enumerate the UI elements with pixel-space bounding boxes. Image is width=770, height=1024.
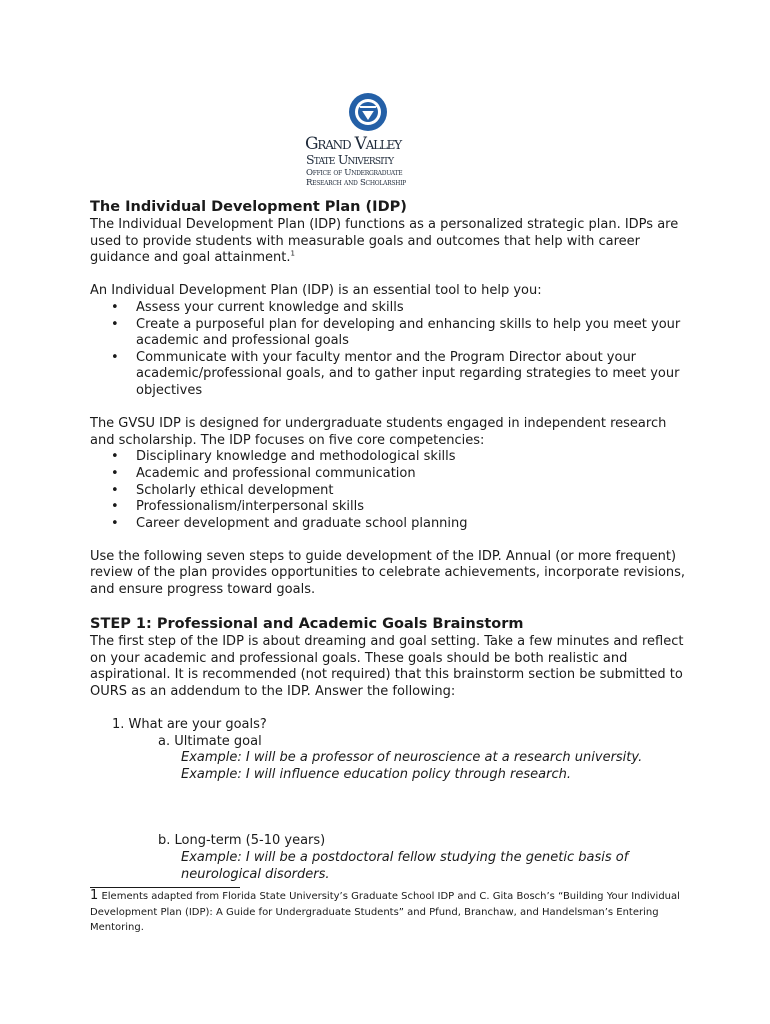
example-1a-2: Example: I will influence education policy through research. bbox=[181, 767, 571, 782]
logo-line-research: Research and Scholarship bbox=[306, 177, 406, 188]
step1-body: The first step of the IDP is about dreaming and goal setting. Take a few minutes and reflect on your academic and professional goals. These goals should be both realistic and aspirational. It is recommended (not required) that this brainstorm section be submitted to OURS as an addendum to the IDP. Answer the following: bbox=[90, 634, 684, 700]
footnote-ref: 1 bbox=[290, 249, 295, 258]
logo-line-grand-valley: Grand Valley bbox=[305, 134, 401, 154]
question-1b: b. Long-term (5-10 years) bbox=[158, 833, 326, 849]
list-item: • Create a purposeful plan for developing and enhancing skills to help you meet your academic and professional goals bbox=[90, 317, 690, 350]
page-title: The Individual Development Plan (IDP) bbox=[90, 199, 407, 215]
intro-text: The Individual Development Plan (IDP) functions as a personalized strategic plan. IDPs are used to provide students with measurable goals and outcomes that help with career guidance and goal attainment. bbox=[90, 217, 679, 266]
question-1a: a. Ultimate goal bbox=[158, 733, 262, 749]
list-item: • Professionalism/interpersonal skills bbox=[90, 499, 690, 516]
list-item: • Academic and professional communication bbox=[90, 466, 690, 483]
example-1b-1: Example: I will be a postdoctoral fellow studying the genetic basis of neurological disorders. bbox=[181, 849, 629, 882]
document-body bbox=[90, 198, 690, 936]
gvsu-logo bbox=[300, 92, 440, 188]
competency-list bbox=[90, 449, 690, 532]
list-item: • Communicate with your faculty mentor and the Program Director about your academic/professional goals, and to gather input regarding strategies to meet your objectives bbox=[90, 350, 690, 400]
list-item: • Disciplinary knowledge and methodological skills bbox=[90, 449, 690, 466]
list-item: • Career development and graduate school planning bbox=[90, 516, 690, 533]
list-item: • Scholarly ethical development bbox=[90, 483, 690, 500]
gvsu-emblem-icon bbox=[348, 92, 388, 132]
step1-heading: STEP 1: Professional and Academic Goals Brainstorm bbox=[90, 616, 524, 633]
intro-paragraph bbox=[90, 217, 690, 267]
logo-line-state-university: State University bbox=[306, 152, 394, 167]
essential-list bbox=[90, 300, 690, 400]
logo-line-office: Office of Undergraduate bbox=[306, 168, 403, 178]
footnote-number: 1 bbox=[90, 888, 99, 904]
list-item: • Assess your current knowledge and skills bbox=[90, 300, 690, 317]
question-1: 1. What are your goals? bbox=[112, 717, 267, 733]
footnote-text: Elements adapted from Florida State University’s Graduate School IDP and C. Gita Bosch’s “Building Your Individual Development Plan (IDP): A Guide for Undergraduate Students” and Pfund, Branchaw, and Handelsman’s Entering Mentoring. bbox=[90, 891, 680, 934]
gvsu-intro: The GVSU IDP is designed for undergraduate students engaged in independent research and scholarship. The IDP focuses on five core competencies: bbox=[90, 416, 667, 448]
logo-office-lines bbox=[306, 169, 406, 188]
steps-intro: Use the following seven steps to guide development of the IDP. Annual (or more frequent) review of the plan provides opportunities to celebrate achievements, incorporate revisions, and ensure progress toward goals. bbox=[90, 548, 686, 598]
footnote bbox=[90, 888, 690, 936]
example-1a-1: Example: I will be a professor of neuroscience at a research university. bbox=[181, 750, 643, 766]
essential-intro: An Individual Development Plan (IDP) is an essential tool to help you: bbox=[90, 283, 542, 299]
